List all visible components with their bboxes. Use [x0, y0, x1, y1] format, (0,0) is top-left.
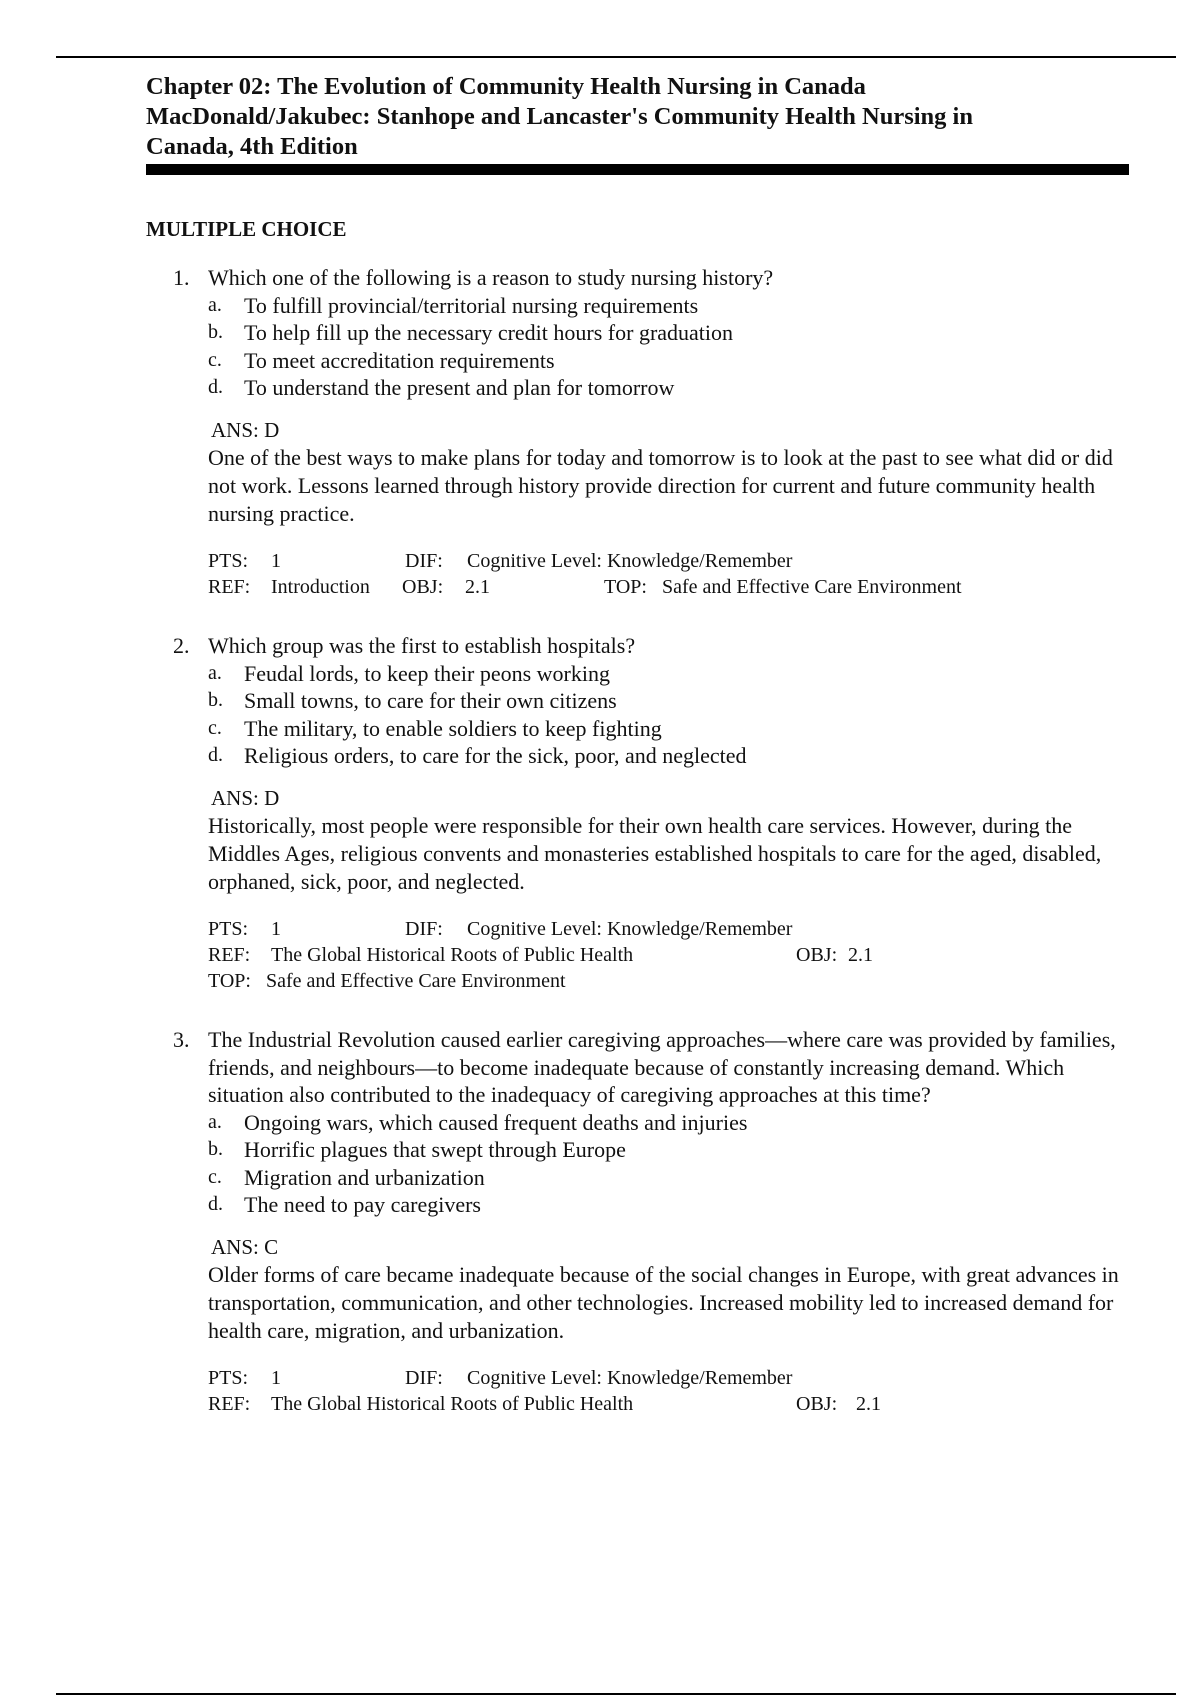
- dif-label: DIF:: [405, 1366, 443, 1389]
- pts-value: 1: [271, 917, 281, 940]
- ref-label: REF:: [208, 575, 251, 598]
- option-text: Small towns, to care for their own citizens: [244, 688, 617, 713]
- obj-label: OBJ:: [796, 943, 838, 966]
- answer-key: ANS: C: [211, 1234, 279, 1259]
- question-text: Which one of the following is a reason to study nursing history?: [208, 265, 774, 290]
- question-stem: [146, 632, 1126, 660]
- obj-field: [796, 1391, 881, 1417]
- obj-value: 2.1: [848, 943, 873, 966]
- option-d: [146, 742, 1126, 770]
- option-text: To help fill up the necessary credit hours for graduation: [244, 320, 734, 345]
- option-a: [146, 660, 1126, 688]
- option-text: Religious orders, to care for the sick, poor, and neglected: [244, 743, 747, 768]
- pts-field: [208, 1365, 281, 1391]
- question-3: [146, 1026, 1126, 1417]
- pts-value: 1: [271, 1366, 281, 1389]
- meta-row: [208, 942, 1126, 968]
- option-a: [146, 292, 1126, 320]
- option-text: Ongoing wars, which caused frequent deaths and injuries: [244, 1109, 748, 1135]
- option-letter: b.: [208, 321, 223, 343]
- option-letter: a.: [208, 293, 222, 316]
- ref-label: REF:: [208, 1392, 251, 1415]
- option-b: [146, 319, 1126, 347]
- option-text: To fulfill provincial/territorial nursing requirements: [244, 292, 699, 318]
- pts-label: PTS:: [208, 1366, 249, 1389]
- dif-value: Cognitive Level: Knowledge/Remember: [467, 917, 793, 940]
- meta-row: [208, 1365, 1126, 1391]
- meta-row: [208, 574, 1126, 600]
- rationale: One of the best ways to make plans for today and tomorrow is to look at the past to see what did or did not work. Lessons learned through history provide direction for current and future community health nursing practice.: [208, 444, 1113, 526]
- bottom-rule: [56, 1693, 1176, 1695]
- option-letter: d.: [208, 744, 223, 766]
- ref-field: [208, 1391, 633, 1417]
- ref-field: [208, 574, 370, 600]
- option-a: [146, 1109, 1126, 1137]
- pts-value: 1: [271, 549, 281, 572]
- option-letter: a.: [208, 661, 222, 684]
- dif-field: [405, 548, 792, 574]
- option-letter: c.: [208, 716, 222, 739]
- question-metadata: [146, 1365, 1126, 1417]
- dif-value: Cognitive Level: Knowledge/Remember: [467, 549, 793, 572]
- answer-options: [146, 1109, 1126, 1219]
- meta-row: [208, 1391, 1126, 1417]
- meta-row: [208, 916, 1126, 942]
- option-c: [146, 347, 1126, 375]
- answer-key: ANS: D: [211, 417, 280, 442]
- document-header: [146, 72, 1131, 175]
- question-number: 3.: [173, 1027, 190, 1052]
- top-label: TOP:: [208, 969, 251, 992]
- meta-row: [208, 968, 1126, 994]
- option-b: [146, 1136, 1126, 1164]
- dif-field: [405, 916, 792, 942]
- option-text: Feudal lords, to keep their peons working: [244, 660, 610, 686]
- rationale: Historically, most people were responsible for their own health care services. However, during the Middles Ages, religious convents and monasteries established hospitals to care for the aged, disabled, orphaned, sick, poor, and neglected.: [208, 812, 1102, 894]
- pts-label: PTS:: [208, 917, 249, 940]
- question-number: 2.: [173, 633, 190, 658]
- option-text: To meet accreditation requirements: [244, 347, 555, 373]
- option-text: To understand the present and plan for tomorrow: [244, 375, 675, 400]
- dif-label: DIF:: [405, 549, 443, 572]
- obj-value: 2.1: [856, 1392, 881, 1415]
- answer-block: [146, 416, 1126, 528]
- answer-block: [146, 1233, 1126, 1345]
- ref-value: The Global Historical Roots of Public Health: [271, 1392, 634, 1415]
- question-1: [146, 264, 1126, 600]
- top-rule: [56, 56, 1176, 58]
- option-c: [146, 715, 1126, 743]
- dif-value: Cognitive Level: Knowledge/Remember: [467, 1366, 793, 1389]
- answer-block: [146, 784, 1126, 896]
- option-letter: a.: [208, 1110, 222, 1133]
- question-2: [146, 632, 1126, 994]
- rationale: Older forms of care became inadequate because of the social changes in Europe, with great advances in transportation, communication, and other technologies. Increased mobility led to increased demand for health care, migration, and urbanization.: [208, 1261, 1119, 1343]
- obj-field: [796, 942, 873, 968]
- option-text: The military, to enable soldiers to keep fighting: [244, 715, 662, 741]
- obj-label: OBJ:: [402, 575, 444, 598]
- top-label: TOP:: [604, 575, 647, 598]
- question-text: The Industrial Revolution caused earlier caregiving approaches—where care was provided by families, friends, and neighbours—to become inadequate because of constantly increasing demand. Which situation also contributed to the inadequacy of caregiving approaches at this time?: [208, 1027, 1116, 1107]
- question-metadata: [146, 548, 1126, 600]
- option-d: [146, 374, 1126, 402]
- option-letter: b.: [208, 689, 223, 711]
- question-stem: [146, 264, 1126, 292]
- option-c: [146, 1164, 1126, 1192]
- chapter-title: [146, 72, 1131, 162]
- ref-label: REF:: [208, 943, 251, 966]
- question-number: 1.: [173, 265, 190, 290]
- obj-value: 2.1: [465, 575, 490, 598]
- ref-field: [208, 942, 633, 968]
- top-value: Safe and Effective Care Environment: [266, 969, 566, 992]
- chapter-title-line-2: MacDonald/Jakubec: Stanhope and Lancaster's Community Health Nursing in: [146, 103, 973, 130]
- header-bar: [146, 164, 1129, 175]
- question-metadata: [146, 916, 1126, 994]
- top-field: [604, 574, 962, 600]
- pts-field: [208, 548, 281, 574]
- obj-field: [402, 574, 490, 600]
- option-letter: c.: [208, 348, 222, 371]
- obj-label: OBJ:: [796, 1392, 838, 1415]
- answer-options: [146, 660, 1126, 770]
- option-letter: d.: [208, 1193, 223, 1215]
- option-b: [146, 687, 1126, 715]
- question-text: Which group was the first to establish hospitals?: [208, 633, 636, 658]
- pts-label: PTS:: [208, 549, 249, 572]
- option-text: Horrific plagues that swept through Europe: [244, 1137, 626, 1162]
- option-letter: b.: [208, 1138, 223, 1160]
- top-field: [208, 968, 566, 994]
- pts-field: [208, 916, 281, 942]
- option-letter: c.: [208, 1165, 222, 1188]
- answer-options: [146, 292, 1126, 402]
- option-letter: d.: [208, 376, 223, 398]
- ref-value: Introduction: [271, 575, 370, 598]
- option-text: The need to pay caregivers: [244, 1192, 481, 1217]
- dif-label: DIF:: [405, 917, 443, 940]
- chapter-title-line-3: Canada, 4th Edition: [146, 133, 358, 160]
- dif-field: [405, 1365, 792, 1391]
- option-d: [146, 1191, 1126, 1219]
- section-heading: MULTIPLE CHOICE: [146, 217, 347, 241]
- top-value: Safe and Effective Care Environment: [662, 575, 962, 598]
- ref-value: The Global Historical Roots of Public Health: [271, 943, 634, 966]
- chapter-title-line-1: Chapter 02: The Evolution of Community Health Nursing in Canada: [146, 73, 866, 100]
- meta-row: [208, 548, 1126, 574]
- option-text: Migration and urbanization: [244, 1164, 485, 1190]
- question-stem: [146, 1026, 1126, 1109]
- answer-key: ANS: D: [211, 785, 280, 810]
